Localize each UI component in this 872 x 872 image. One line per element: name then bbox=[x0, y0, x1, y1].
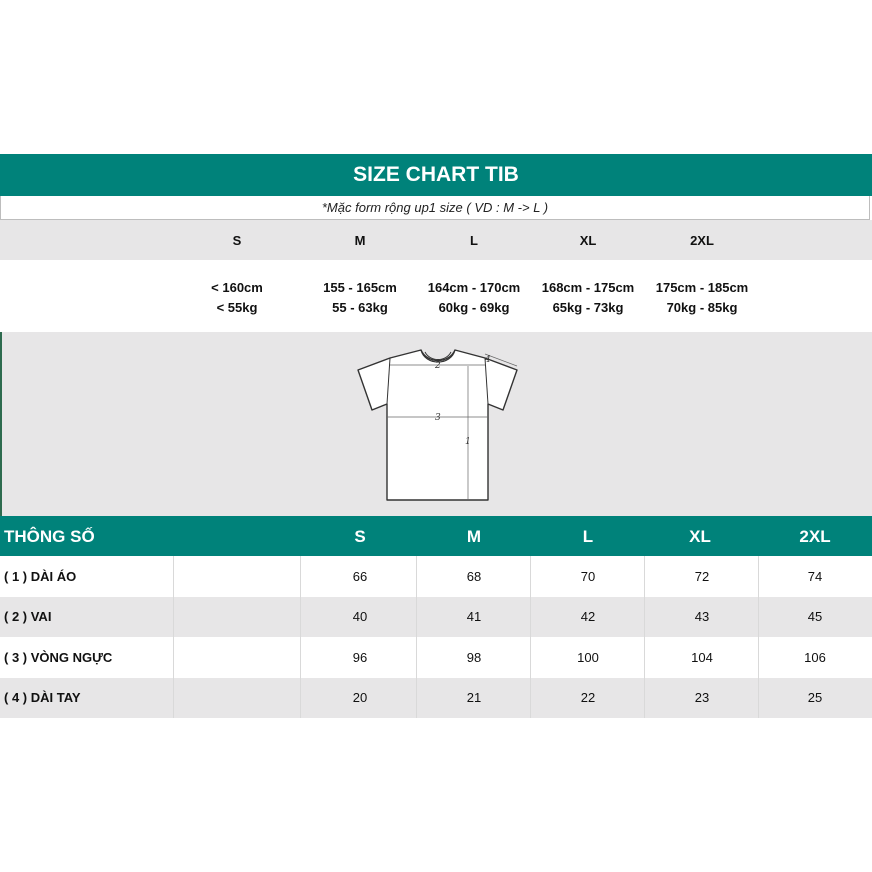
measure-label-3: 3 bbox=[435, 413, 441, 423]
size-label-s: S bbox=[232, 233, 242, 248]
table-row bbox=[0, 557, 872, 597]
hw-cell-m bbox=[300, 278, 420, 318]
size-label-row bbox=[0, 220, 872, 260]
weight-value: 55 - 63kg bbox=[332, 300, 388, 315]
grid-line bbox=[758, 556, 759, 718]
size-label-2xl: 2XL bbox=[690, 233, 714, 248]
hw-cell-s bbox=[177, 278, 297, 318]
spec-value: 23 bbox=[694, 690, 710, 705]
spec-table-header bbox=[0, 516, 872, 556]
spec-value: 20 bbox=[352, 690, 368, 705]
spec-value: 40 bbox=[352, 609, 368, 624]
spec-value: 104 bbox=[691, 650, 713, 665]
height-value: < 160cm bbox=[211, 280, 263, 295]
spec-col-l: L bbox=[582, 527, 594, 546]
weight-value: 65kg - 73kg bbox=[552, 300, 624, 315]
spec-header-label: THÔNG SỐ bbox=[4, 527, 95, 546]
spec-value: 41 bbox=[466, 609, 482, 624]
measure-label-1: 1 bbox=[465, 437, 471, 447]
spec-value: 43 bbox=[694, 609, 710, 624]
hw-cell-2xl bbox=[642, 278, 762, 318]
spec-value: 45 bbox=[807, 609, 823, 624]
spec-value: 68 bbox=[466, 569, 482, 584]
hw-cell-xl bbox=[528, 278, 648, 318]
grid-line bbox=[173, 556, 174, 718]
spec-row-label: ( 3 ) VÒNG NGỰC bbox=[4, 650, 113, 665]
measure-label-4: 4 bbox=[485, 355, 491, 365]
spec-col-s: S bbox=[354, 527, 366, 546]
table-row bbox=[0, 638, 872, 678]
spec-value: 100 bbox=[577, 650, 599, 665]
table-row bbox=[0, 678, 872, 718]
weight-value: < 55kg bbox=[216, 300, 258, 315]
height-value: 164cm - 170cm bbox=[427, 280, 521, 295]
size-label-l: L bbox=[470, 233, 478, 248]
spec-value: 96 bbox=[352, 650, 368, 665]
spec-value: 70 bbox=[580, 569, 596, 584]
spec-row-label: ( 2 ) VAI bbox=[4, 609, 52, 624]
spec-value: 98 bbox=[466, 650, 482, 665]
hw-cell-l bbox=[414, 278, 534, 318]
weight-value: 70kg - 85kg bbox=[666, 300, 738, 315]
spec-value: 25 bbox=[807, 690, 823, 705]
grid-line bbox=[416, 556, 417, 718]
spec-value: 22 bbox=[580, 690, 596, 705]
grid-line bbox=[300, 556, 301, 718]
size-label-xl: XL bbox=[579, 233, 597, 248]
spec-col-2xl: 2XL bbox=[799, 527, 831, 546]
spec-value: 106 bbox=[804, 650, 826, 665]
page-title: SIZE CHART TIB bbox=[353, 163, 519, 186]
spec-value: 72 bbox=[694, 569, 710, 584]
height-value: 175cm - 185cm bbox=[655, 280, 749, 295]
spec-value: 74 bbox=[807, 569, 823, 584]
tshirt-outline bbox=[358, 350, 517, 500]
spec-value: 66 bbox=[352, 569, 368, 584]
spec-value: 21 bbox=[466, 690, 482, 705]
height-weight-row bbox=[0, 260, 872, 332]
spec-col-m: M bbox=[466, 527, 482, 546]
grid-line bbox=[644, 556, 645, 718]
weight-value: 60kg - 69kg bbox=[438, 300, 510, 315]
size-label-m: M bbox=[354, 233, 366, 248]
measure-label-2: 2 bbox=[435, 361, 441, 371]
height-value: 168cm - 175cm bbox=[541, 280, 635, 295]
tshirt-diagram bbox=[355, 346, 521, 502]
height-value: 155 - 165cm bbox=[323, 280, 397, 295]
spec-col-xl: XL bbox=[689, 527, 711, 546]
spec-row-label: ( 1 ) DÀI ÁO bbox=[4, 569, 77, 584]
fit-note: *Mặc form rộng up1 size ( VD : M -> L ) bbox=[0, 196, 870, 220]
spec-row-label: ( 4 ) DÀI TAY bbox=[4, 690, 81, 705]
spec-value: 42 bbox=[580, 609, 596, 624]
table-row bbox=[0, 597, 872, 637]
grid-line bbox=[530, 556, 531, 718]
